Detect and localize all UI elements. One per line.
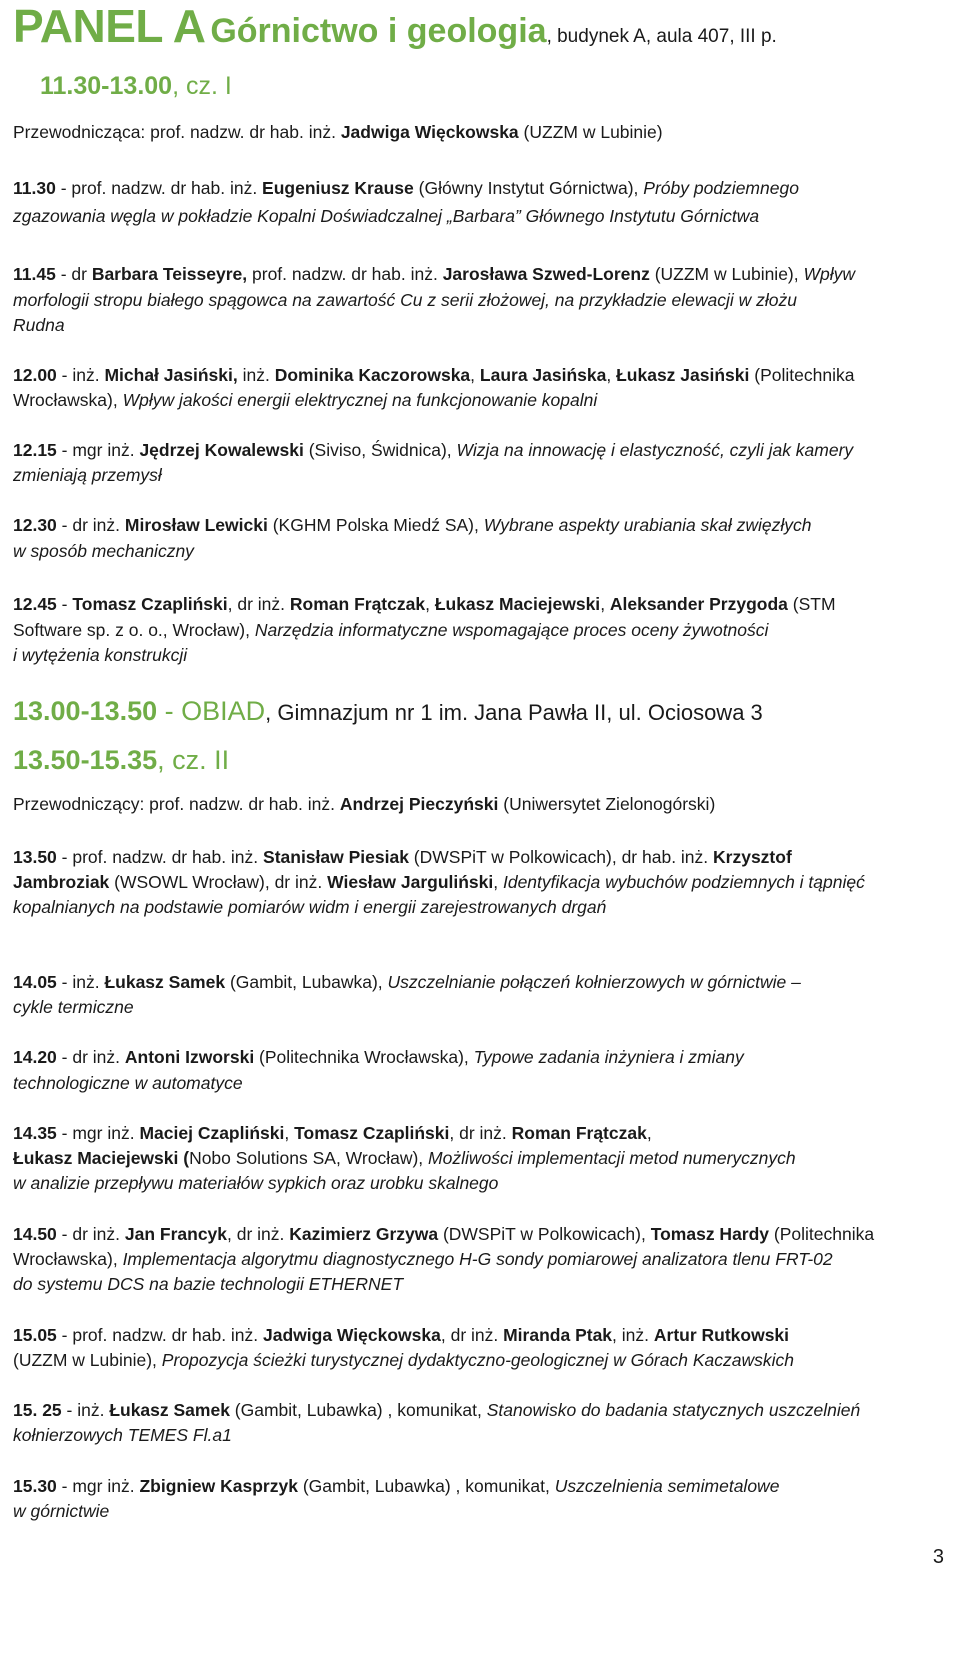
session1-chair [13,120,663,144]
talk-line [13,1247,833,1271]
talk-text: - prof. nadzw. dr hab. inż. [56,1325,264,1345]
talk-text: - dr inż. [56,515,125,535]
talk-affiliation: Wrocławska), [13,1249,123,1269]
talk-author: Maciej Czapliński [139,1123,285,1143]
lunch-time: 13.00-13.50 [13,696,158,726]
talk-text: , dr inż. [440,1325,504,1345]
talk-title-line: i wytężenia konstrukcji [13,645,188,665]
talk-author: Jarosława Szwed-Lorenz [442,264,650,284]
chair-label: Przewodnicząca: prof. nadzw. dr hab. inż. [13,122,336,142]
talk-text: - [56,594,73,614]
talk-author: Dominika Kaczorowska [274,365,471,385]
talk-text: , [284,1123,295,1143]
talk-title-line: morfologii stropu białego spągowca na zawartość Cu z serii złożowej, na przykładzie elewacji w złożu [13,290,797,310]
lunch-place: , Gimnazjum nr 1 im. Jana Pawła II, ul. Ociosowa 3 [265,700,763,725]
talk-text: - dr inż. [56,1224,125,1244]
talk-affiliation: (Politechnika [749,365,855,385]
talk-title-line: technologiczne w automatyce [13,1073,243,1093]
talk-author: Aleksander Przygoda [609,594,788,614]
panel-topic: Górnictwo i geologia [210,12,547,50]
talk-title-line: zgazowania węgla w pokładzie Kopalni Doświadczalnej „Barbara” Głównego Instytutu Górnictwa [13,206,760,226]
talk-line [13,438,853,462]
talk-line [13,1222,874,1246]
talk-text: , [600,594,610,614]
talk-affiliation: (Gambit, Lubawka), [225,972,388,992]
talk-text: , dr inż. [227,594,290,614]
talk-title: Wizja na innowację i elastyczność, czyli jak kamery [456,440,854,460]
talk-line [13,513,812,537]
talk-line [13,1398,860,1422]
talk-title: Stanowisko do badania statycznych uszczelnień [486,1400,861,1420]
talk-author: Zbigniew Kasprzyk [139,1476,298,1496]
talk-title: Uszczelnienia semimetalowe [554,1476,780,1496]
talk-affiliation: (UZZM w Lubinie), [649,264,804,284]
talk-affiliation: (KGHM Polska Miedź SA), [267,515,484,535]
talk-author: Łukasz Maciejewski [434,594,601,614]
talk-title-line: Rudna [13,315,65,335]
talk-text: , inż. [612,1325,654,1345]
talk-title: Wybrane aspekty urabiania skał zwięzłych [483,515,812,535]
talk-time: 14.35 [13,1123,57,1143]
talk-affiliation: (STM [787,594,836,614]
talk-line [13,388,597,412]
talk-text: - inż. [56,972,105,992]
talk-author: Kazimierz Grzywa [289,1224,439,1244]
session2-time [13,743,229,777]
talk-author: Eugeniusz Krause [262,178,414,198]
talk-affiliation: (Politechnika Wrocławska), [254,1047,474,1067]
page-number: 3 [932,1546,944,1568]
talk-title-line: zmieniają przemysł [13,465,162,485]
talk-text: , [425,594,435,614]
talk-title-line: do systemu DCS na bazie technologii ETHERNET [13,1274,404,1294]
session1-time-range: 11.30-13.00 [40,72,173,100]
talk-author: Łukasz Maciejewski ( [13,1148,190,1168]
talk-author: Krzysztof [713,847,792,867]
talk-time: 12.45 [13,594,57,614]
talk-text: - mgr inż. [56,440,140,460]
talk-title: Próby podziemnego [643,178,799,198]
talk-title: Implementacja algorytmu diagnostycznego H-G sondy pomiarowej analizatora tlenu FRT-02 [122,1249,833,1269]
talk-text: - prof. nadzw. dr hab. inż. [55,178,263,198]
talk-time: 12.00 [13,365,57,385]
talk-title-line: kopalnianych na podstawie pomiarów widm i energii zarejestrowanych drgań [13,897,607,917]
chair-name: Jadwiga Więckowska [340,122,519,142]
talk-title: Wpływ jakości energii elektrycznej na funkcjonowanie kopalni [122,390,598,410]
talk-line [13,363,854,387]
session2-time-range: 13.50-15.35 [13,745,158,775]
talk-author: Łukasz Samek [104,972,226,992]
chair-name: Andrzej Pieczyński [339,794,499,814]
lunch-label: - OBIAD [157,696,266,726]
talk-title: Uszczelnianie połączeń kołnierzowych w górnictwie – [387,972,801,992]
talk-text: - inż. [61,1400,110,1420]
talk-title-line: w analizie przepływu materiałów sypkich oraz urobku skalnego [13,1173,499,1193]
talk-title: Propozycja ścieżki turystycznej dydaktyczno-geologicznej w Górach Kaczawskich [161,1350,794,1370]
chair-affiliation: (Uniwersytet Zielonogórski) [503,794,716,814]
talk-affiliation: (Politechnika [769,1224,875,1244]
talk-affiliation: (Gambit, Lubawka) , komunikat, [297,1476,555,1496]
talk-author: Roman Frątczak [289,594,426,614]
talk-time: 15. 25 [13,1400,62,1420]
talk-line [13,1348,794,1372]
talk-time: 14.20 [13,1047,57,1067]
lunch-break [13,694,763,730]
session2-part: , cz. II [157,745,230,775]
talk-author: Artur Rutkowski [653,1325,790,1345]
talk-line [13,176,799,200]
talk-title: Identyfikacja wybuchów podziemnych i tąpnięć [502,872,865,892]
talk-text: , dr inż. [449,1123,512,1143]
talk-author: Jadwiga Więckowska [263,1325,441,1345]
talk-author: Jambroziak [13,872,110,892]
talk-author: Miranda Ptak [503,1325,613,1345]
talk-time: 12.15 [13,440,57,460]
talk-text: (DWSPiT w Polkowicach), dr hab. inż. [408,847,714,867]
talk-line [13,845,792,869]
session1-time [40,70,232,102]
talk-text: - mgr inż. [56,1476,140,1496]
talk-affiliation: (Siviso, Świdnica), [303,440,457,460]
talk-line [13,1474,779,1498]
talk-author: Mirosław Lewicki [124,515,268,535]
talk-time: 11.30 [13,178,56,198]
talk-title: Typowe zadania inżyniera i zmiany [473,1047,744,1067]
talk-line [13,1045,744,1069]
talk-author: Wiesław Jarguliński [327,872,494,892]
talk-title: Możliwości implementacji metod numerycznych [428,1148,796,1168]
talk-affiliation: (UZZM w Lubinie), [13,1350,162,1370]
talk-author: Tomasz Czapliński [294,1123,450,1143]
talk-author: Tomasz Hardy [650,1224,770,1244]
talk-text: - dr [55,264,92,284]
talk-line [13,1121,652,1145]
session2-chair [13,792,715,816]
talk-text: , [606,365,617,385]
talk-time: 11.45 [13,264,56,284]
talk-author: Łukasz Samek [109,1400,230,1420]
talk-time: 14.05 [13,972,57,992]
talk-line [13,970,801,994]
talk-author: Jędrzej Kowalewski [139,440,304,460]
talk-time: 12.30 [13,515,57,535]
panel-label: PANEL A [13,0,206,52]
chair-affiliation: (UZZM w Lubinie) [523,122,663,142]
talk-title-line: cykle termiczne [13,997,134,1017]
chair-label: Przewodniczący: prof. nadzw. dr hab. inż. [13,794,335,814]
talk-text: , [646,1123,652,1143]
talk-affiliation: Software sp. z o. o., Wrocław), [13,620,255,640]
session1-part: , cz. I [172,72,232,100]
talk-author: Łukasz Jasiński [616,365,750,385]
talk-text: - prof. nadzw. dr hab. inż. [56,847,264,867]
talk-title-line: w sposób mechaniczny [13,541,194,561]
talk-author: Stanisław Piesiak [263,847,409,867]
talk-text: , [470,365,480,385]
talk-title: Narzędzia informatyczne wspomagające proces oceny żywotności [254,620,769,640]
panel-location: , budynek A, aula 407, III p. [546,26,777,47]
talk-title-line: kołnierzowych TEMES Fl.a1 [13,1425,232,1445]
talk-author: Michał Jasiński, [104,365,238,385]
talk-line [13,592,836,616]
talk-time: 14.50 [13,1224,57,1244]
talk-text: prof. nadzw. dr hab. inż. [247,264,443,284]
talk-author: Jan Francyk [124,1224,228,1244]
talk-time: 15.05 [13,1325,57,1345]
talk-author: Tomasz Czapliński [72,594,228,614]
talk-title-line: w górnictwie [13,1501,110,1521]
talk-text: - inż. [56,365,105,385]
talk-line [13,618,768,642]
talk-time: 13.50 [13,847,57,867]
talk-line [13,1146,796,1170]
talk-text: - mgr inż. [56,1123,140,1143]
talk-author: Antoni Izworski [124,1047,255,1067]
talk-text: , [493,872,503,892]
talk-text: - dr inż. [56,1047,125,1067]
talk-time: 15.30 [13,1476,57,1496]
talk-author: Laura Jasińska [479,365,607,385]
talk-text: (DWSPiT w Polkowicach), [438,1224,651,1244]
talk-affiliation: Wrocławska), [13,390,123,410]
panel-heading [13,0,777,63]
talk-affiliation: Nobo Solutions SA, Wrocław), [189,1148,429,1168]
talk-text: , dr inż. [227,1224,290,1244]
talk-author: Barbara Teisseyre, [91,264,248,284]
talk-line [13,262,855,286]
talk-author: Roman Frątczak [511,1123,647,1143]
talk-line [13,870,865,894]
talk-affiliation: (Gambit, Lubawka) , komunikat, [229,1400,487,1420]
talk-title: Wpływ [803,264,856,284]
talk-line [13,1323,789,1347]
talk-text: (WSOWL Wrocław), dr inż. [109,872,328,892]
talk-text: inż. [237,365,275,385]
talk-affiliation: (Główny Instytut Górnictwa), [413,178,644,198]
